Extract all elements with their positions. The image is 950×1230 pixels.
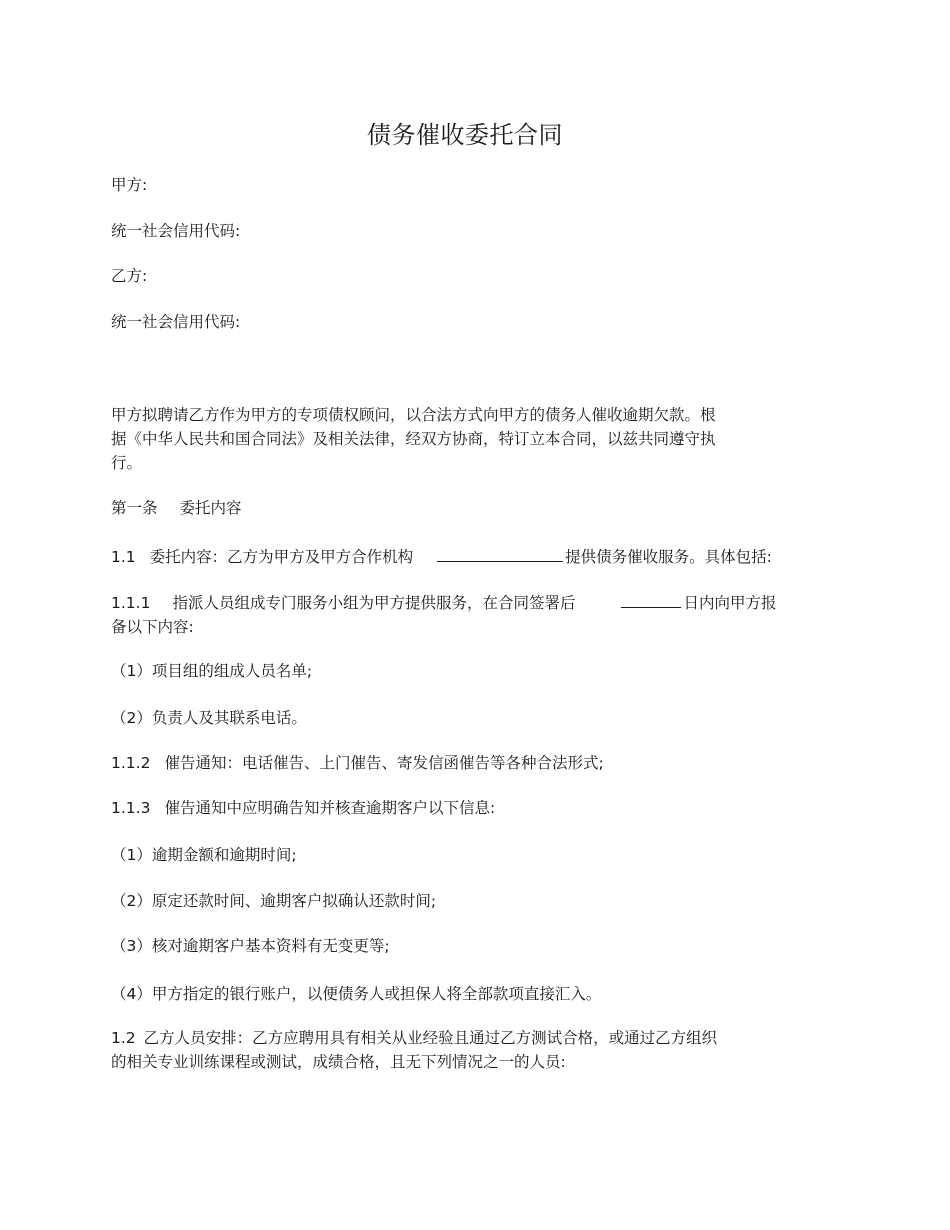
article-1-title: 委托内容 xyxy=(179,499,242,517)
preamble-line-1: 甲方拟聘请乙方作为甲方的专项债权顾问，以合法方式向甲方的债务人催收逾期欠款。根 xyxy=(111,406,716,424)
clause-1-1 xyxy=(111,546,772,569)
clause-1-1-3-number: 1.1.3 xyxy=(111,799,151,817)
clause-1-2-line-1 xyxy=(111,1027,717,1050)
clause-1-1-1-line-1 xyxy=(111,592,776,615)
list-item-1: （1）项目组的组成人员名单; xyxy=(111,662,313,680)
clause-1-1-2 xyxy=(111,752,604,775)
party-b-credit-code-label: 统一社会信用代码: xyxy=(111,313,241,331)
preamble-line-2: 据《中华人民共和国合同法》及相关法律，经双方协商，特订立本合同，以兹共同遵守执 xyxy=(111,430,716,448)
clause-1-1-number: 1.1 xyxy=(111,548,136,566)
clause-1-2-number: 1.2 xyxy=(111,1029,136,1047)
blank-days xyxy=(621,593,681,608)
preamble-line-3: 行。 xyxy=(111,454,143,472)
info-item-1: （1）逾期金额和逾期时间; xyxy=(111,846,297,864)
info-item-2: （2）原定还款时间、逾期客户拟确认还款时间; xyxy=(111,892,437,910)
document-title: 债务催收委托合同 xyxy=(367,121,563,149)
clause-1-1-1-text-b: 日内向甲方报 xyxy=(683,594,777,612)
info-item-4: （4）甲方指定的银行账户，以便债务人或担保人将全部款项直接汇入。 xyxy=(111,985,602,1003)
clause-1-2-text-1: 乙方人员安排：乙方应聘用具有相关从业经验且通过乙方测试合格，或通过乙方组织 xyxy=(143,1029,718,1047)
clause-1-1-3-text: 催告通知中应明确告知并核查逾期客户以下信息: xyxy=(164,799,496,817)
clause-1-2-line-2: 的相关专业训练课程或测试，成绩合格，且无下列情况之一的人员: xyxy=(111,1053,566,1071)
clause-1-1-3 xyxy=(111,797,495,820)
clause-1-1-text-b: 提供债务催收服务。具体包括: xyxy=(565,548,772,566)
blank-partner-institution xyxy=(437,547,563,562)
list-item-2: （2）负责人及其联系电话。 xyxy=(111,709,307,727)
party-a-credit-code-label: 统一社会信用代码: xyxy=(111,222,241,240)
article-1-heading xyxy=(111,497,242,520)
clause-1-1-text-a: 委托内容：乙方为甲方及甲方合作机构 xyxy=(149,548,414,566)
clause-1-1-1-text-a: 指派人员组成专门服务小组为甲方提供服务，在合同签署后 xyxy=(172,594,576,612)
clause-1-1-1-line-2: 备以下内容: xyxy=(111,618,194,636)
clause-1-1-2-number: 1.1.2 xyxy=(111,754,151,772)
party-b-label: 乙方: xyxy=(111,267,148,285)
article-1-number: 第一条 xyxy=(111,499,158,517)
party-a-label: 甲方: xyxy=(111,176,148,194)
clause-1-1-2-text: 催告通知：电话催告、上门催告、寄发信函催告等各种合法形式; xyxy=(164,754,604,772)
clause-1-1-1-number: 1.1.1 xyxy=(111,594,151,612)
info-item-3: （3）核对逾期客户基本资料有无变更等; xyxy=(111,937,390,955)
